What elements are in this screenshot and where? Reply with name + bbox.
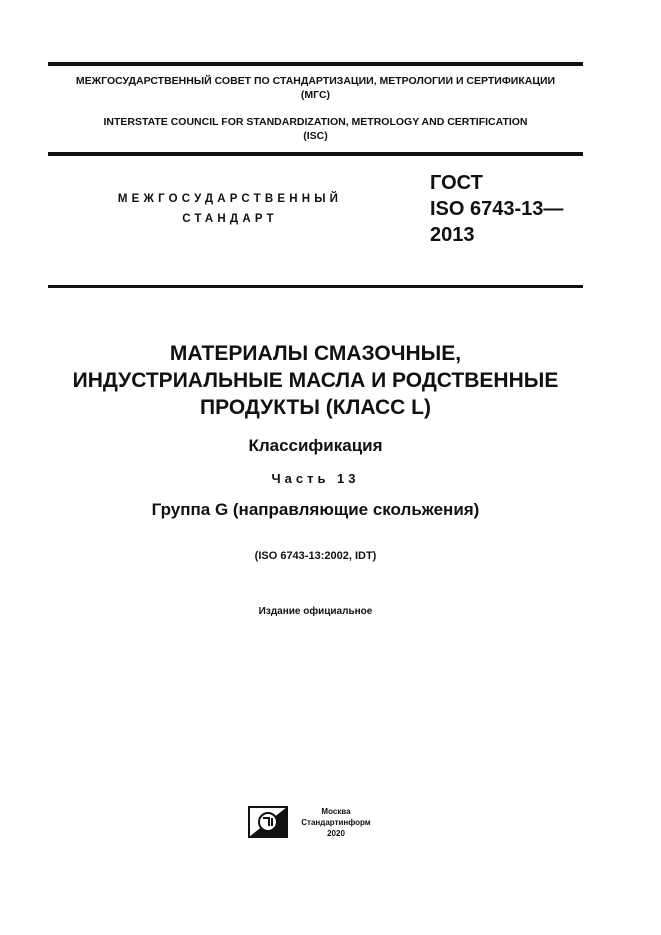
part-number: Часть 13	[271, 471, 360, 486]
council-ru-line2: (МГС)	[300, 89, 331, 101]
title-line2: ИНДУСТРИАЛЬНЫЕ МАСЛА И РОДСТВЕННЫЕ	[72, 369, 559, 392]
standard-type-line1: МЕЖГОСУДАРСТВЕННЫЙ	[117, 193, 343, 205]
subtitle: Классификация	[248, 436, 383, 455]
standard-type-line2: СТАНДАРТ	[182, 213, 278, 225]
designation-rule	[48, 285, 583, 288]
gost-designation-line3: 2013	[430, 224, 475, 246]
publisher-name: Стандартинформ	[301, 818, 371, 827]
title-line1: МАТЕРИАЛЫ СМАЗОЧНЫЕ,	[169, 342, 462, 365]
publisher-city: Москва	[321, 807, 351, 816]
title-line3: ПРОДУКТЫ (КЛАСС L)	[200, 396, 431, 419]
iso-reference: (ISO 6743-13:2002, IDT)	[254, 550, 377, 562]
edition-note: Издание официальное	[258, 606, 373, 617]
gost-designation-line1: ГОСТ	[430, 172, 483, 194]
council-en-line1: INTERSTATE COUNCIL FOR STANDARDIZATION, METROLOGY AND CERTIFICATION	[103, 116, 528, 128]
top-rule	[48, 62, 583, 66]
header-rule	[48, 152, 583, 156]
council-en-line2: (ISC)	[303, 130, 328, 142]
gost-designation-line2: ISO 6743-13—	[430, 198, 564, 220]
standartinform-logo-icon	[248, 806, 288, 838]
publication-year: 2020	[327, 829, 345, 838]
group-title: Группа G (направляющие скольжения)	[151, 500, 480, 519]
council-ru-line1: МЕЖГОСУДАРСТВЕННЫЙ СОВЕТ ПО СТАНДАРТИЗАЦИИ, МЕТРОЛОГИИ И СЕРТИФИКАЦИИ	[75, 75, 556, 87]
